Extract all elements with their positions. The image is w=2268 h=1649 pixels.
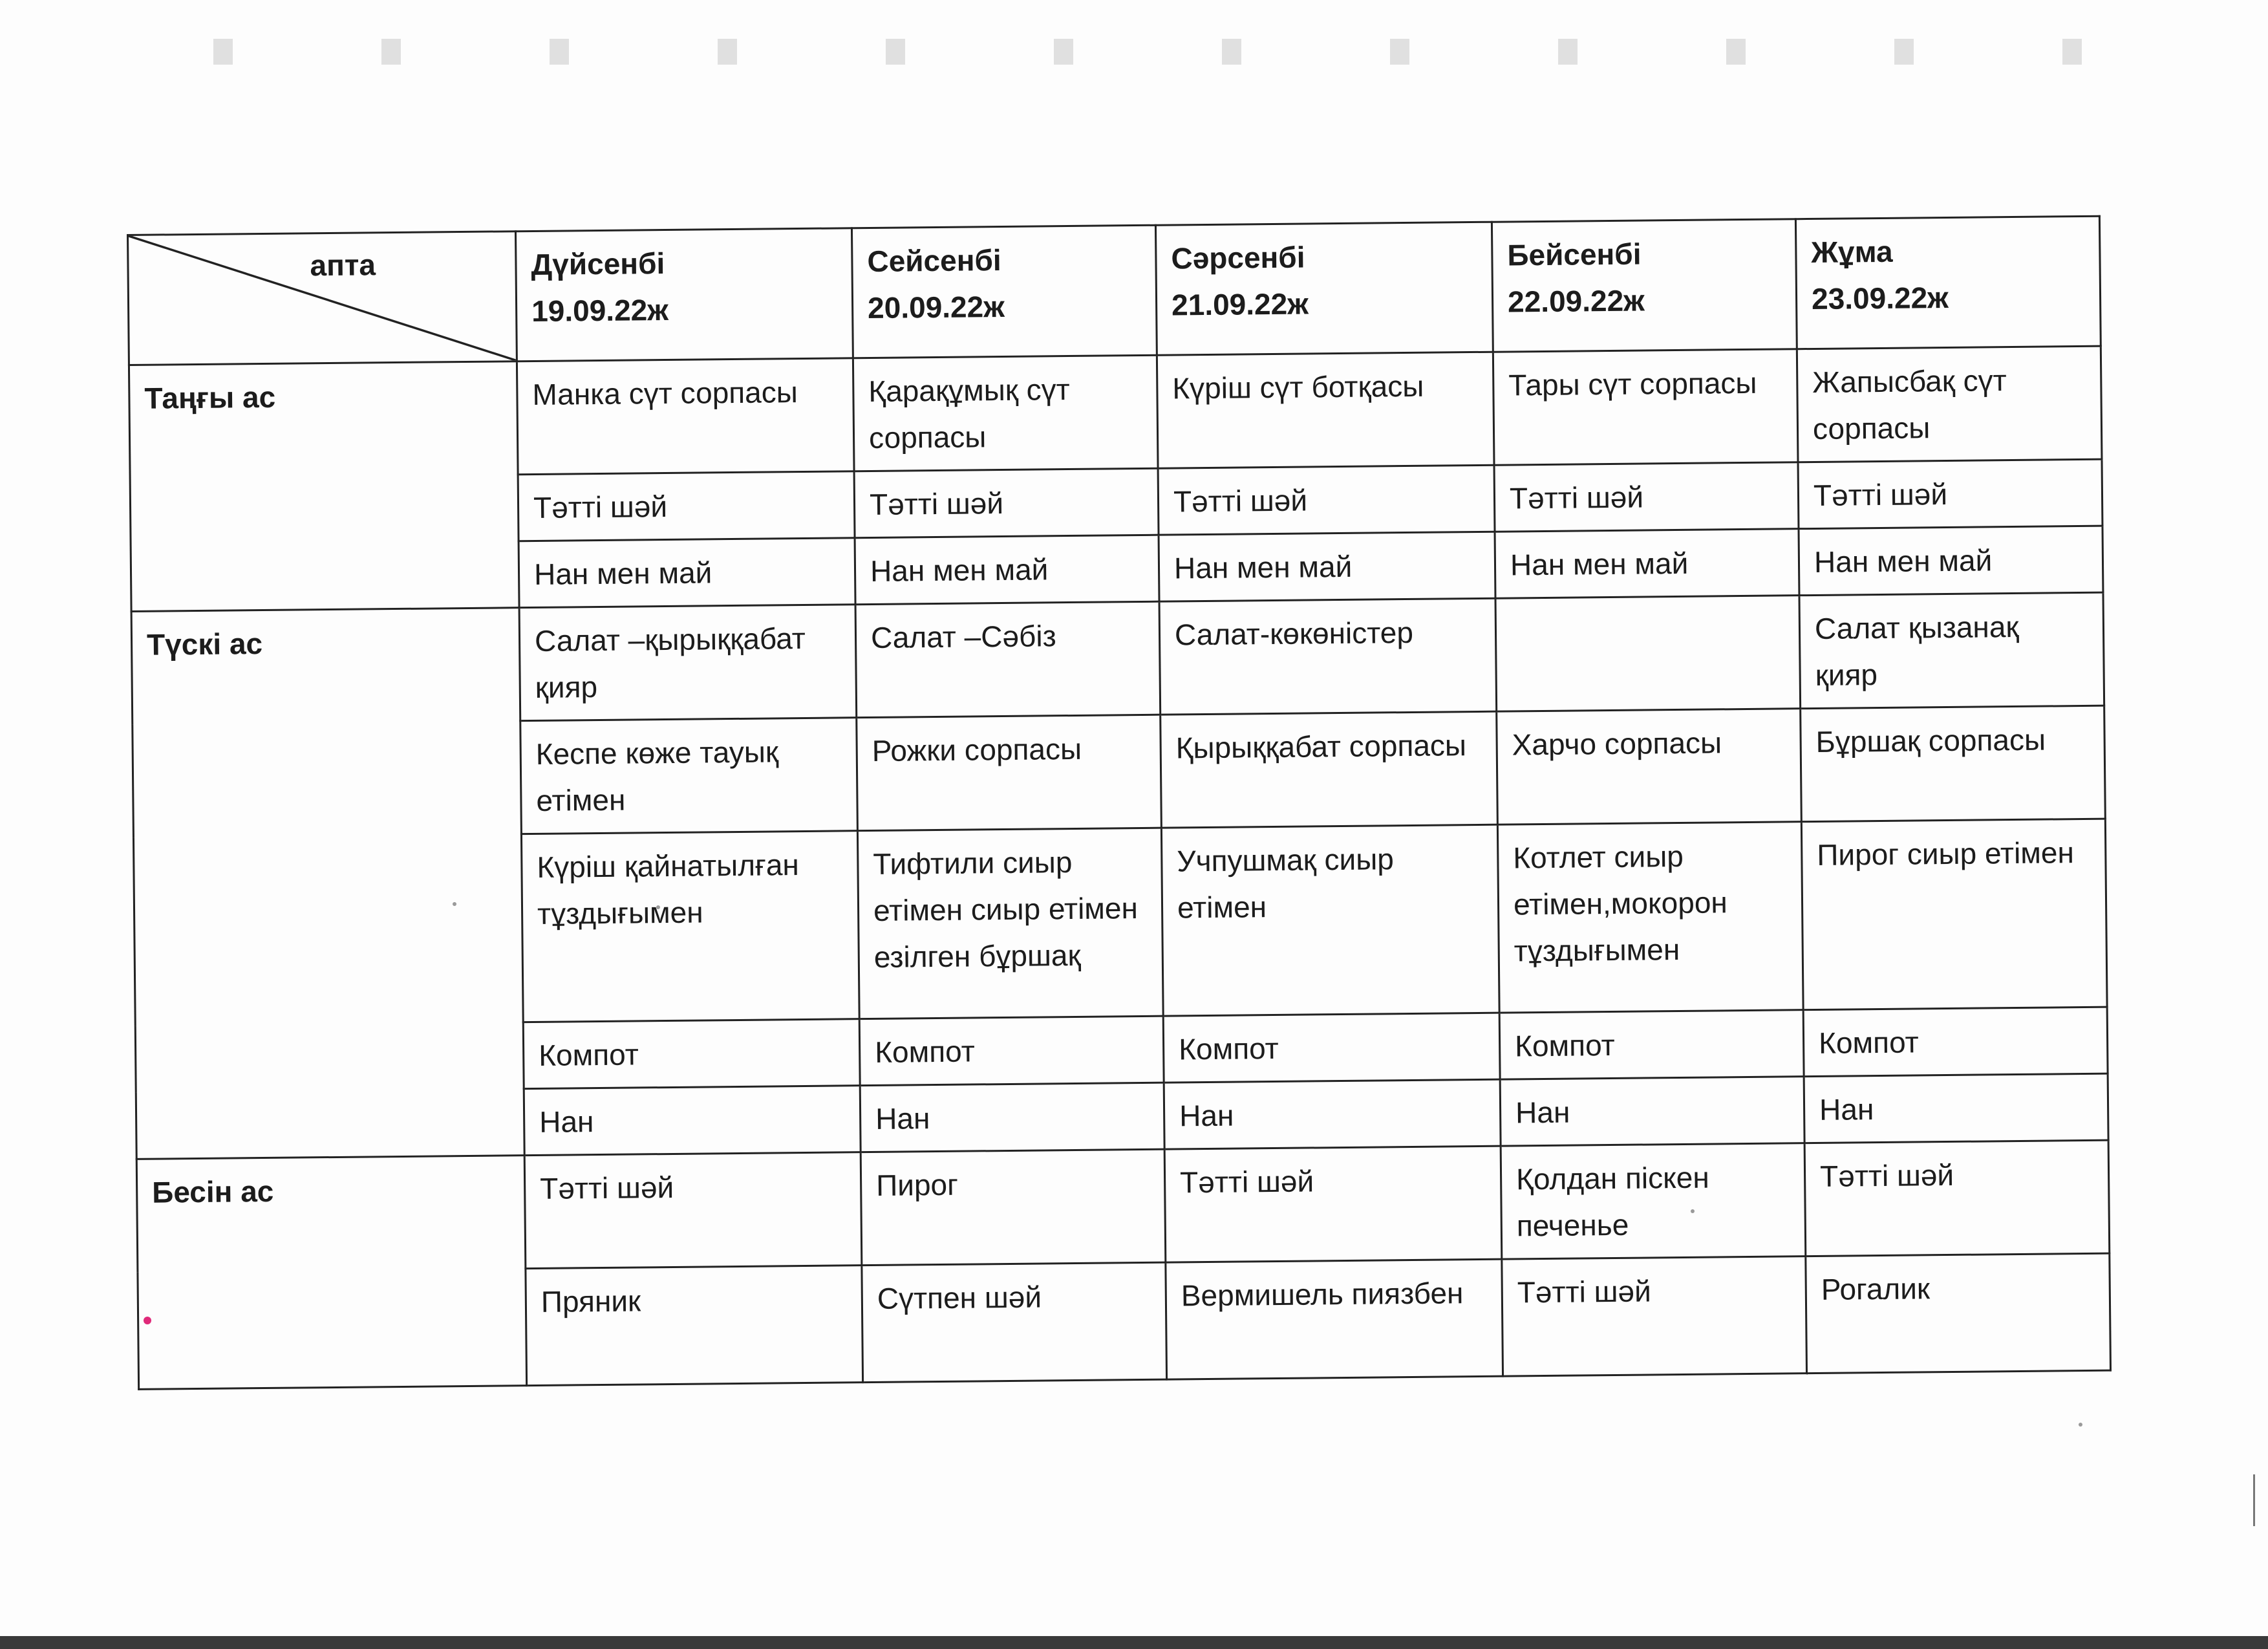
menu-cell: Нан мен май bbox=[519, 538, 855, 608]
menu-cell: Компот bbox=[1499, 1010, 1804, 1080]
menu-cell: Тәтті шәй bbox=[854, 468, 1159, 538]
menu-cell bbox=[1495, 596, 1801, 712]
menu-cell: Вермишель пиязбен bbox=[1166, 1259, 1503, 1379]
menu-cell: Нан bbox=[1804, 1073, 2108, 1143]
menu-cell: Сүтпен шәй bbox=[862, 1262, 1167, 1383]
menu-cell: Учпушмақ сиыр етімен bbox=[1161, 824, 1499, 1016]
menu-cell: Компот bbox=[859, 1016, 1164, 1086]
menu-cell: Тифтили сиыр етімен сиыр етімен езілген бұршақ bbox=[857, 828, 1163, 1018]
menu-cell: Бұршақ сорпасы bbox=[1801, 706, 2106, 822]
menu-cell: Тәтті шәй bbox=[1804, 1140, 2110, 1256]
breakfast-row bbox=[129, 346, 2102, 478]
menu-cell: Тәтті шәй bbox=[524, 1152, 862, 1269]
menu-cell: Күріш қайнатылған тұздығымен bbox=[521, 831, 859, 1022]
scan-artifact-top bbox=[155, 39, 2095, 65]
menu-cell: Пряник bbox=[526, 1266, 863, 1386]
menu-cell: Қарақұмық сүт сорпасы bbox=[853, 355, 1158, 471]
menu-cell: Салат-көкөністер bbox=[1159, 598, 1497, 715]
menu-cell: Тәтті шәй bbox=[1164, 1146, 1502, 1262]
menu-cell: Тәтті шәй bbox=[518, 471, 855, 541]
page-edge-mark bbox=[2253, 1474, 2268, 1526]
menu-cell: Нан мен май bbox=[1159, 532, 1495, 601]
day-header-tuesday: Сейсенбі 20.09.22ж bbox=[851, 225, 1157, 358]
menu-cell: Салат қызанақ қияр bbox=[1799, 592, 2104, 709]
menu-cell: Рогалик bbox=[1806, 1253, 2111, 1374]
menu-cell: Котлет сиыр етімен,мокорон тұздығымен bbox=[1497, 822, 1803, 1013]
meal-label-breakfast: Таңғы ас bbox=[129, 361, 519, 612]
menu-cell: Қырыққабат сорпасы bbox=[1161, 711, 1498, 828]
menu-cell: Компот bbox=[1803, 1007, 2108, 1077]
menu-cell: Тәтті шәй bbox=[1798, 459, 2102, 529]
scan-edge-bottom bbox=[0, 1636, 2268, 1649]
menu-cell: Рожки сорпасы bbox=[857, 715, 1162, 831]
day-header-monday: Дүйсенбі 19.09.22ж bbox=[515, 228, 853, 361]
scan-speck bbox=[2079, 1423, 2082, 1427]
menu-cell: Харчо сорпасы bbox=[1497, 709, 1802, 825]
menu-cell: Жапысбақ сүт сорпасы bbox=[1797, 346, 2102, 462]
menu-cell: Тәтті шәй bbox=[1502, 1256, 1807, 1377]
day-header-thursday: Бейсенбі 22.09.22ж bbox=[1492, 219, 1797, 352]
menu-cell: Тары сүт сорпасы bbox=[1493, 349, 1798, 466]
menu-cell: Нан bbox=[860, 1083, 1164, 1152]
menu-cell: Нан bbox=[1164, 1079, 1501, 1149]
snack-row bbox=[136, 1140, 2110, 1272]
menu-cell: Нан bbox=[524, 1086, 861, 1156]
menu-cell: Нан мен май bbox=[1799, 526, 2103, 596]
header-row bbox=[128, 216, 2101, 365]
menu-cell: Манка сүт сорпасы bbox=[517, 358, 854, 475]
menu-cell: Нан bbox=[1500, 1077, 1804, 1147]
week-label: апта bbox=[310, 248, 376, 283]
meal-label-snack: Бесін ас bbox=[136, 1156, 526, 1390]
menu-cell: Кеспе көже тауық етімен bbox=[520, 718, 858, 834]
lunch-row bbox=[131, 592, 2104, 724]
menu-cell: Нан мен май bbox=[1495, 529, 1799, 599]
weekly-menu-table bbox=[127, 215, 2112, 1390]
menu-cell: Салат –Сәбіз bbox=[855, 601, 1161, 718]
menu-cell: Пирог bbox=[861, 1149, 1166, 1266]
menu-cell: Қолдан піскен печенье bbox=[1501, 1143, 1806, 1260]
header-corner-cell bbox=[128, 232, 517, 365]
menu-cell: Салат –қырыққабат қияр bbox=[519, 605, 857, 721]
menu-cell: Пирог сиыр етімен bbox=[1801, 819, 2107, 1009]
day-header-friday: Жұма 23.09.22ж bbox=[1795, 216, 2101, 349]
menu-cell: Тәтті шәй bbox=[1158, 465, 1495, 535]
meal-label-lunch: Түскі ас bbox=[131, 608, 524, 1159]
day-header-wednesday: Сәрсенбі 21.09.22ж bbox=[1155, 222, 1493, 355]
menu-cell: Нан мен май bbox=[855, 535, 1159, 605]
menu-cell: Компот bbox=[1163, 1013, 1500, 1083]
menu-cell: Компот bbox=[523, 1019, 860, 1089]
menu-table-container bbox=[127, 215, 2108, 1319]
menu-cell: Күріш сүт ботқасы bbox=[1157, 352, 1494, 468]
menu-cell: Тәтті шәй bbox=[1494, 462, 1799, 532]
